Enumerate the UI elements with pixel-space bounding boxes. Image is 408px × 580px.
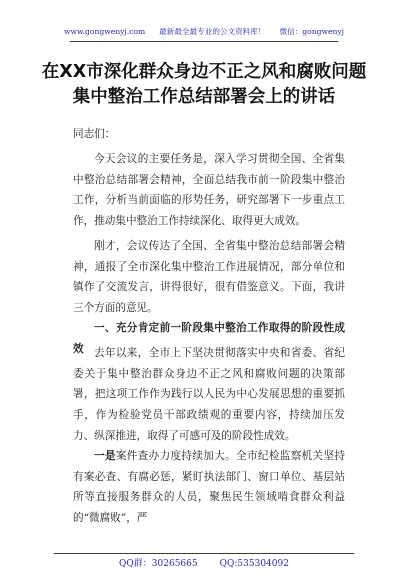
paragraph-2: 刚才，会议传达了全国、全省集中整治总结部署会精神，通报了全市深化集中整治工作进展情况，部分单位和镇作了交流发言，讲得很好，很有借鉴意义。下面，我讲三个方面的意见。 [73, 240, 345, 315]
qq-number: QQ:535304092 [219, 559, 289, 569]
section-heading-1: 一、充分肯定前一阶段集中整治工作取得的阶段性成效 [73, 322, 345, 355]
salutation: 同志们： [73, 128, 116, 140]
qq-group: QQ群：30265665 [119, 559, 198, 569]
header-slogan: 最新最全最专业的公文资料库！ [159, 27, 266, 36]
page-footer [0, 556, 408, 569]
paragraph-1: 今天会议的主要任务是，深入学习贯彻全国、全省集中整治总结部署会精神，全面总结我市前一阶段集中整治工作，分析当前面临的形势任务，研究部署下一步重点工作，推动集中整治工作持续深化、取得更大成效。 [73, 153, 345, 228]
header-rule [70, 41, 338, 42]
paragraph-4-text: 案件查办力度持续加大。全市纪检监察机关坚持有案必查、有腐必惩，紧盯执法部门、窗口单位、基层站所等直接服务群众的人员，聚焦民生领域啃食群众利益的“微腐败”，严 [73, 450, 346, 525]
page-header [0, 26, 408, 37]
document-title: 在XX市深化群众身边不正之风和腐败问题集中整治工作总结部署会上的讲话 [41, 62, 367, 107]
paragraph-3: 去年以来，全市上下坚决贯彻落实中央和省委、省纪委关于集中整治群众身边不正之风和腐败问题的决策部署，把这项工作作为践行以人民为中心发展思想的重要抓手，作为检验党员干部政绩观的重要内容，持续加压发力、纵深推进，取得了可感可及的阶段性成效。 [73, 347, 345, 442]
footer-rule [54, 553, 354, 554]
site-url[interactable]: www.gongwenyj.com [64, 27, 146, 36]
wechat-id: 微信：gongwenyj [279, 27, 344, 36]
paragraph-4 [73, 446, 345, 529]
paragraph-4-lead: 一是 [94, 450, 116, 462]
